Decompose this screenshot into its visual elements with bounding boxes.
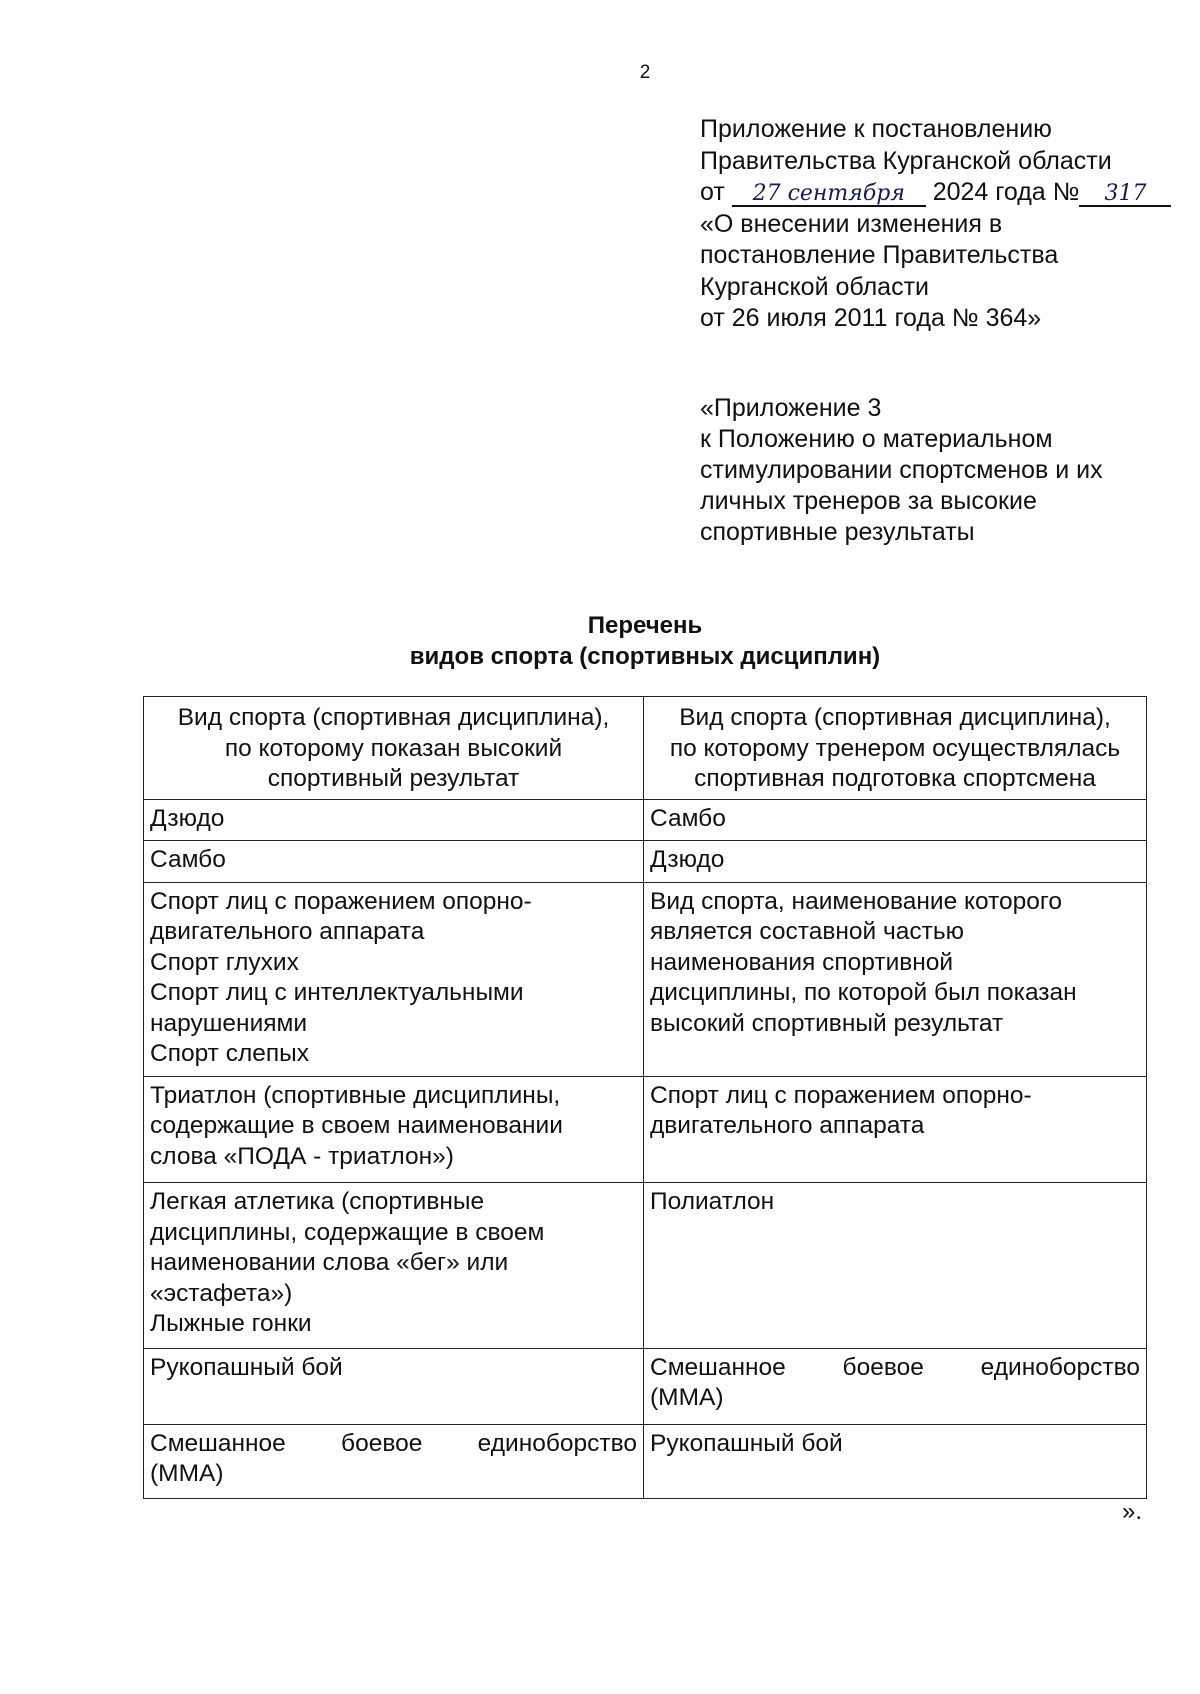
table-row <box>144 882 1147 1076</box>
annex-prefix: от <box>700 178 725 206</box>
page-number: 2 <box>639 62 651 83</box>
cell-line: Легкая атлетика (спортивные <box>150 1188 485 1215</box>
cell-training-sport <box>644 1424 1147 1498</box>
cell-line: Спорт глухих <box>150 948 299 976</box>
cell-line: высокий спортивный результат <box>650 1009 1004 1037</box>
cell-line: Спорт лиц с поражением опорно- <box>150 887 532 915</box>
annex-header-line: от 26 июля 2011 года № 364» <box>700 304 1042 332</box>
cell-line: Рукопашный бой <box>150 1353 343 1381</box>
cell-line: «эстафета») <box>150 1279 293 1307</box>
header-line: по которому тренером осуществлялась <box>669 734 1121 762</box>
header-cell-training-sport <box>644 697 1147 800</box>
cell-line: Смешанное боевое единоборство <box>650 1353 1140 1381</box>
annex-header <box>700 114 1180 335</box>
header-cell-result-sport <box>144 697 644 800</box>
cell-training-sport <box>644 1076 1147 1183</box>
cell-line: Спорт лиц с интеллектуальными <box>150 979 524 1006</box>
cell-line: двигательного аппарата <box>650 1112 925 1139</box>
sub-annex-line: спортивные результаты <box>700 518 975 546</box>
table-header-row <box>144 697 1147 800</box>
document-title <box>0 610 1200 672</box>
annex-header-line: постановление Правительства <box>700 241 1059 269</box>
handwritten-date: 27 сентября <box>732 183 926 207</box>
cell-training-sport <box>644 1183 1147 1349</box>
header-line: спортивная подготовка спортсмена <box>694 765 1096 792</box>
sub-annex-line: стимулировании спортсменов и их <box>700 456 1103 484</box>
cell-line: Спорт лиц с поражением опорно- <box>650 1081 1032 1109</box>
annex-header-date-line <box>700 177 1180 209</box>
title-line: Перечень <box>587 612 703 639</box>
cell-line: дисциплины, содержащие в своем <box>150 1218 545 1246</box>
cell-line: Рукопашный бой <box>650 1429 843 1457</box>
annex-header-line: Приложение к постановлению <box>700 115 1052 143</box>
cell-line: Полиатлон <box>650 1188 775 1215</box>
cell-line: является составной частью <box>650 918 965 945</box>
sub-annex-line: личных тренеров за высокие <box>700 487 1037 515</box>
cell-result-sport <box>144 1183 644 1349</box>
cell-training-sport <box>644 882 1147 1076</box>
table-row <box>144 1076 1147 1183</box>
cell-result-sport <box>144 1076 644 1183</box>
cell-line: Смешанное боевое единоборство <box>150 1429 637 1457</box>
cell-line: нарушениями <box>150 1009 308 1037</box>
cell-result-sport <box>144 1348 644 1424</box>
table-row <box>144 799 1147 841</box>
header-line: спортивный результат <box>267 765 520 792</box>
cell-line: Дзюдо <box>650 846 725 873</box>
cell-line: Вид спорта, наименование которого <box>650 887 1062 915</box>
cell-line: Самбо <box>150 846 226 873</box>
closing-quote-mark: ». <box>1122 1498 1143 1525</box>
cell-result-sport <box>144 882 644 1076</box>
sub-annex-line: к Положению о материальном <box>700 425 1053 453</box>
table-row <box>144 1424 1147 1498</box>
header-line: Вид спорта (спортивная дисциплина), <box>679 704 1111 731</box>
annex-header-line: Правительства Курганской области <box>700 146 1112 175</box>
cell-line: двигательного аппарата <box>150 918 425 945</box>
cell-line: слова «ПОДА - триатлон») <box>150 1142 454 1170</box>
cell-line: наименовании слова «бег» или <box>150 1249 509 1276</box>
handwritten-number: 317 <box>1079 183 1171 207</box>
cell-training-sport <box>644 799 1147 841</box>
cell-line: Лыжные гонки <box>150 1310 312 1337</box>
annex-header-line: Курганской области <box>700 272 930 301</box>
table-row <box>144 1183 1147 1349</box>
cell-result-sport <box>144 1424 644 1498</box>
cell-result-sport <box>144 841 644 883</box>
header-line: по которому показан высокий <box>224 734 563 762</box>
cell-training-sport <box>644 1348 1147 1424</box>
sports-list-table <box>143 696 1147 1499</box>
cell-line: Дзюдо <box>150 804 225 832</box>
cell-line: содержащие в своем наименовании <box>150 1112 563 1139</box>
cell-line: Спорт слепых <box>150 1040 309 1067</box>
cell-line: наименования спортивной <box>650 948 954 976</box>
cell-line: дисциплины, по которой был показан <box>650 979 1077 1006</box>
annex-header-line: «О внесении изменения в <box>700 209 1003 238</box>
title-line: видов спорта (спортивных дисциплин) <box>409 643 881 670</box>
cell-result-sport <box>144 799 644 841</box>
cell-line: Триатлон (спортивные дисциплины, <box>150 1081 561 1109</box>
sub-annex-line: «Приложение 3 <box>700 394 882 422</box>
cell-line: (ММА) <box>150 1460 224 1487</box>
table-row <box>144 1348 1147 1424</box>
header-line: Вид спорта (спортивная дисциплина), <box>177 704 610 731</box>
annex-year-number: 2024 года № <box>932 178 1080 206</box>
cell-line: (ММА) <box>650 1384 724 1411</box>
table-row <box>144 841 1147 883</box>
cell-line: Самбо <box>650 804 726 832</box>
sub-annex-header <box>700 393 1180 548</box>
cell-training-sport <box>644 841 1147 883</box>
